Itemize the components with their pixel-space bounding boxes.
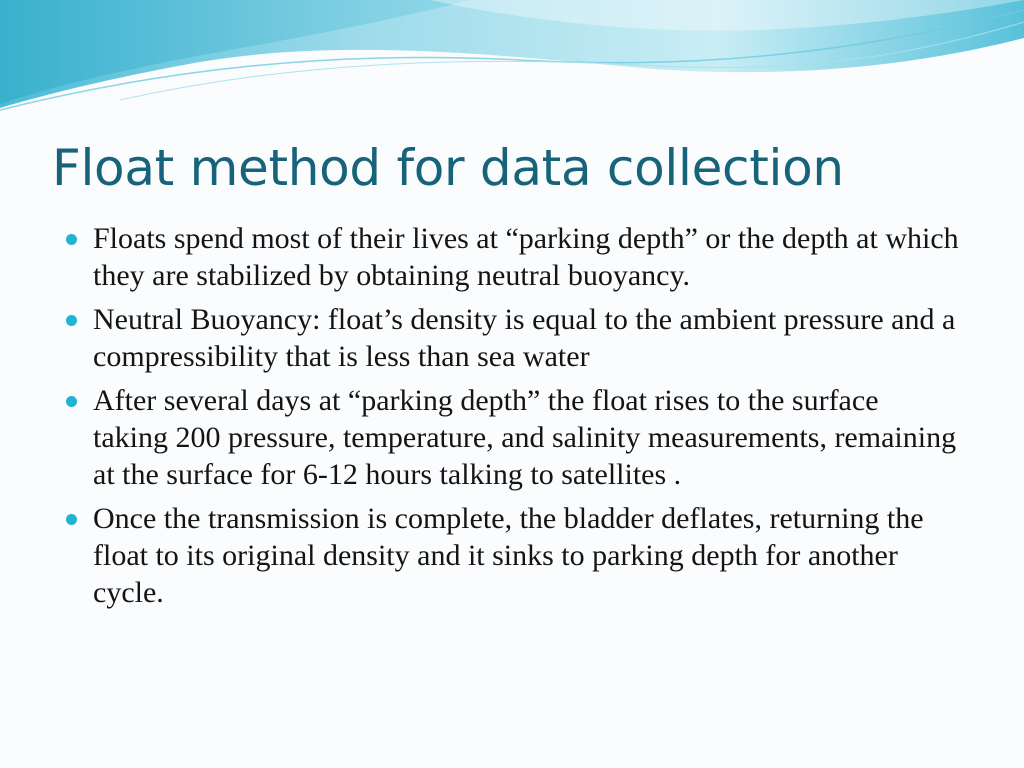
bullet-text: Once the transmission is complete, the bladder deflates, returning the float to its original density and it sinks to parking depth for another cycle. bbox=[93, 502, 924, 609]
bullet-dot-icon bbox=[66, 396, 77, 407]
slide-title: Float method for data collection bbox=[52, 139, 844, 197]
bullet-item bbox=[60, 220, 960, 294]
bullet-dot-icon bbox=[66, 315, 77, 326]
bullet-text: Neutral Buoyancy: float’s density is equal to the ambient pressure and a compressibility that is less than sea water bbox=[93, 303, 956, 373]
bullet-dot-icon bbox=[66, 234, 77, 245]
bullet-item bbox=[60, 382, 960, 493]
bullet-text: Floats spend most of their lives at “parking depth” or the depth at which they are stabilized by obtaining neutral buoyancy. bbox=[93, 222, 959, 292]
bullet-text: After several days at “parking depth” the float rises to the surface taking 200 pressure, temperature, and salinity measurements, remaining at the surface for 6-12 hours talking to satellites . bbox=[93, 384, 957, 491]
bullet-list bbox=[60, 220, 960, 618]
bullet-item bbox=[60, 301, 960, 375]
wave-decoration bbox=[0, 0, 1024, 120]
bullet-item bbox=[60, 500, 960, 611]
bullet-dot-icon bbox=[66, 514, 77, 525]
